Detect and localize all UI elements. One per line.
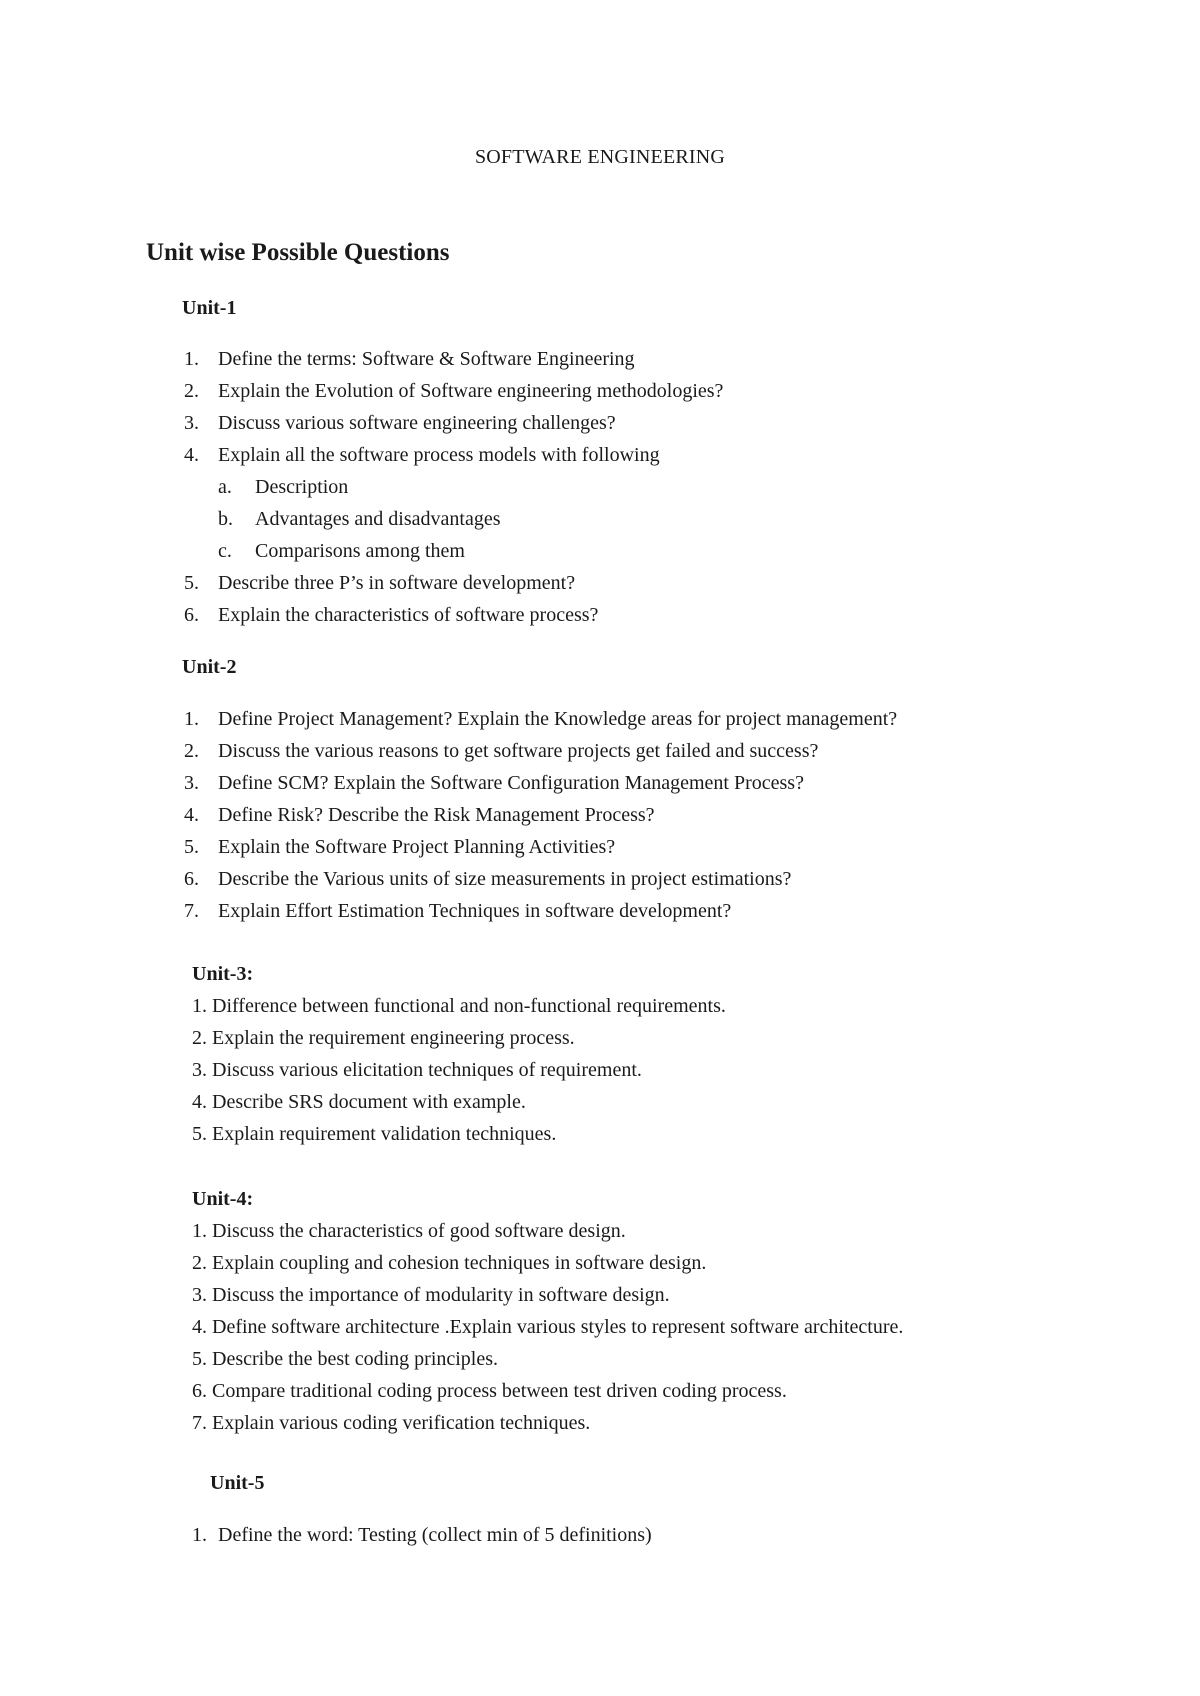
unit-3-line: 5. Explain requirement validation techniques. <box>192 1123 557 1145</box>
unit-3-line: 4. Describe SRS document with example. <box>192 1091 526 1113</box>
unit-1-q4-subitem-a-text: Description <box>255 476 349 498</box>
unit-3-line: 3. Discuss various elicitation techniques of requirement. <box>192 1059 642 1081</box>
document-subtitle: Unit wise Possible Questions <box>146 239 450 266</box>
unit-2-q7-number: 7. <box>184 900 199 922</box>
unit-2-q4-text: Define Risk? Describe the Risk Management Process? <box>218 804 655 826</box>
unit-2-q6-text: Describe the Various units of size measurements in project estimations? <box>218 868 792 890</box>
unit-5-q1-number: 1. <box>192 1524 207 1546</box>
unit-1-q4-subitem-c-text: Comparisons among them <box>255 540 465 562</box>
unit-2-q6-number: 6. <box>184 868 199 890</box>
unit-2-q3-number: 3. <box>184 772 199 794</box>
unit-2-q1-number: 1. <box>184 708 199 730</box>
unit-1-q6-number: 6. <box>184 604 199 626</box>
unit-1-q4-subitem-c-letter: c. <box>218 540 232 562</box>
unit-5-heading: Unit-5 <box>210 1472 265 1494</box>
unit-2-q7-text: Explain Effort Estimation Techniques in software development? <box>218 900 732 922</box>
unit-2-q5-text: Explain the Software Project Planning Activities? <box>218 836 616 858</box>
unit-2-q4-number: 4. <box>184 804 199 826</box>
unit-4-line: 7. Explain various coding verification techniques. <box>192 1412 591 1434</box>
unit-1-q6-text: Explain the characteristics of software process? <box>218 604 599 626</box>
unit-4-line: 1. Discuss the characteristics of good software design. <box>192 1220 626 1242</box>
unit-2-heading: Unit-2 <box>182 656 237 678</box>
unit-4-line: 4. Define software architecture .Explain various styles to represent software architecture. <box>192 1316 904 1338</box>
unit-1-q4-subitem-a-letter: a. <box>218 476 232 498</box>
unit-1-q1-number: 1. <box>184 348 199 370</box>
unit-1-q4-text: Explain all the software process models with following <box>218 444 660 466</box>
unit-2-q3-text: Define SCM? Explain the Software Configuration Management Process? <box>218 772 804 794</box>
unit-1-heading: Unit-1 <box>182 297 237 319</box>
unit-1-q1-text: Define the terms: Software & Software Engineering <box>218 348 635 370</box>
unit-1-q5-text: Describe three P’s in software development? <box>218 572 576 594</box>
unit-3-line: 1. Difference between functional and non-functional requirements. <box>192 995 726 1017</box>
unit-5-q1-text: Define the word: Testing (collect min of 5 definitions) <box>218 1524 652 1546</box>
unit-2-q2-text: Discuss the various reasons to get software projects get failed and success? <box>218 740 819 762</box>
unit-3-heading: Unit-3: <box>192 963 254 985</box>
unit-2-q5-number: 5. <box>184 836 199 858</box>
unit-4-line: 2. Explain coupling and cohesion techniques in software design. <box>192 1252 707 1274</box>
unit-1-q3-number: 3. <box>184 412 199 434</box>
unit-4-line: 3. Discuss the importance of modularity in software design. <box>192 1284 670 1306</box>
unit-1-q5-number: 5. <box>184 572 199 594</box>
unit-1-q4-subitem-b-letter: b. <box>218 508 233 530</box>
unit-3-line: 2. Explain the requirement engineering process. <box>192 1027 575 1049</box>
unit-1-q2-text: Explain the Evolution of Software engineering methodologies? <box>218 380 724 402</box>
unit-1-q4-number: 4. <box>184 444 199 466</box>
unit-1-q2-number: 2. <box>184 380 199 402</box>
unit-1-q4-subitem-b-text: Advantages and disadvantages <box>255 508 501 530</box>
unit-2-q1-text: Define Project Management? Explain the Knowledge areas for project management? <box>218 708 898 730</box>
document-title: SOFTWARE ENGINEERING <box>474 146 726 168</box>
unit-4-line: 6. Compare traditional coding process between test driven coding process. <box>192 1380 787 1402</box>
unit-4-heading: Unit-4: <box>192 1188 254 1210</box>
unit-4-line: 5. Describe the best coding principles. <box>192 1348 499 1370</box>
unit-1-q3-text: Discuss various software engineering challenges? <box>218 412 616 434</box>
unit-2-q2-number: 2. <box>184 740 199 762</box>
